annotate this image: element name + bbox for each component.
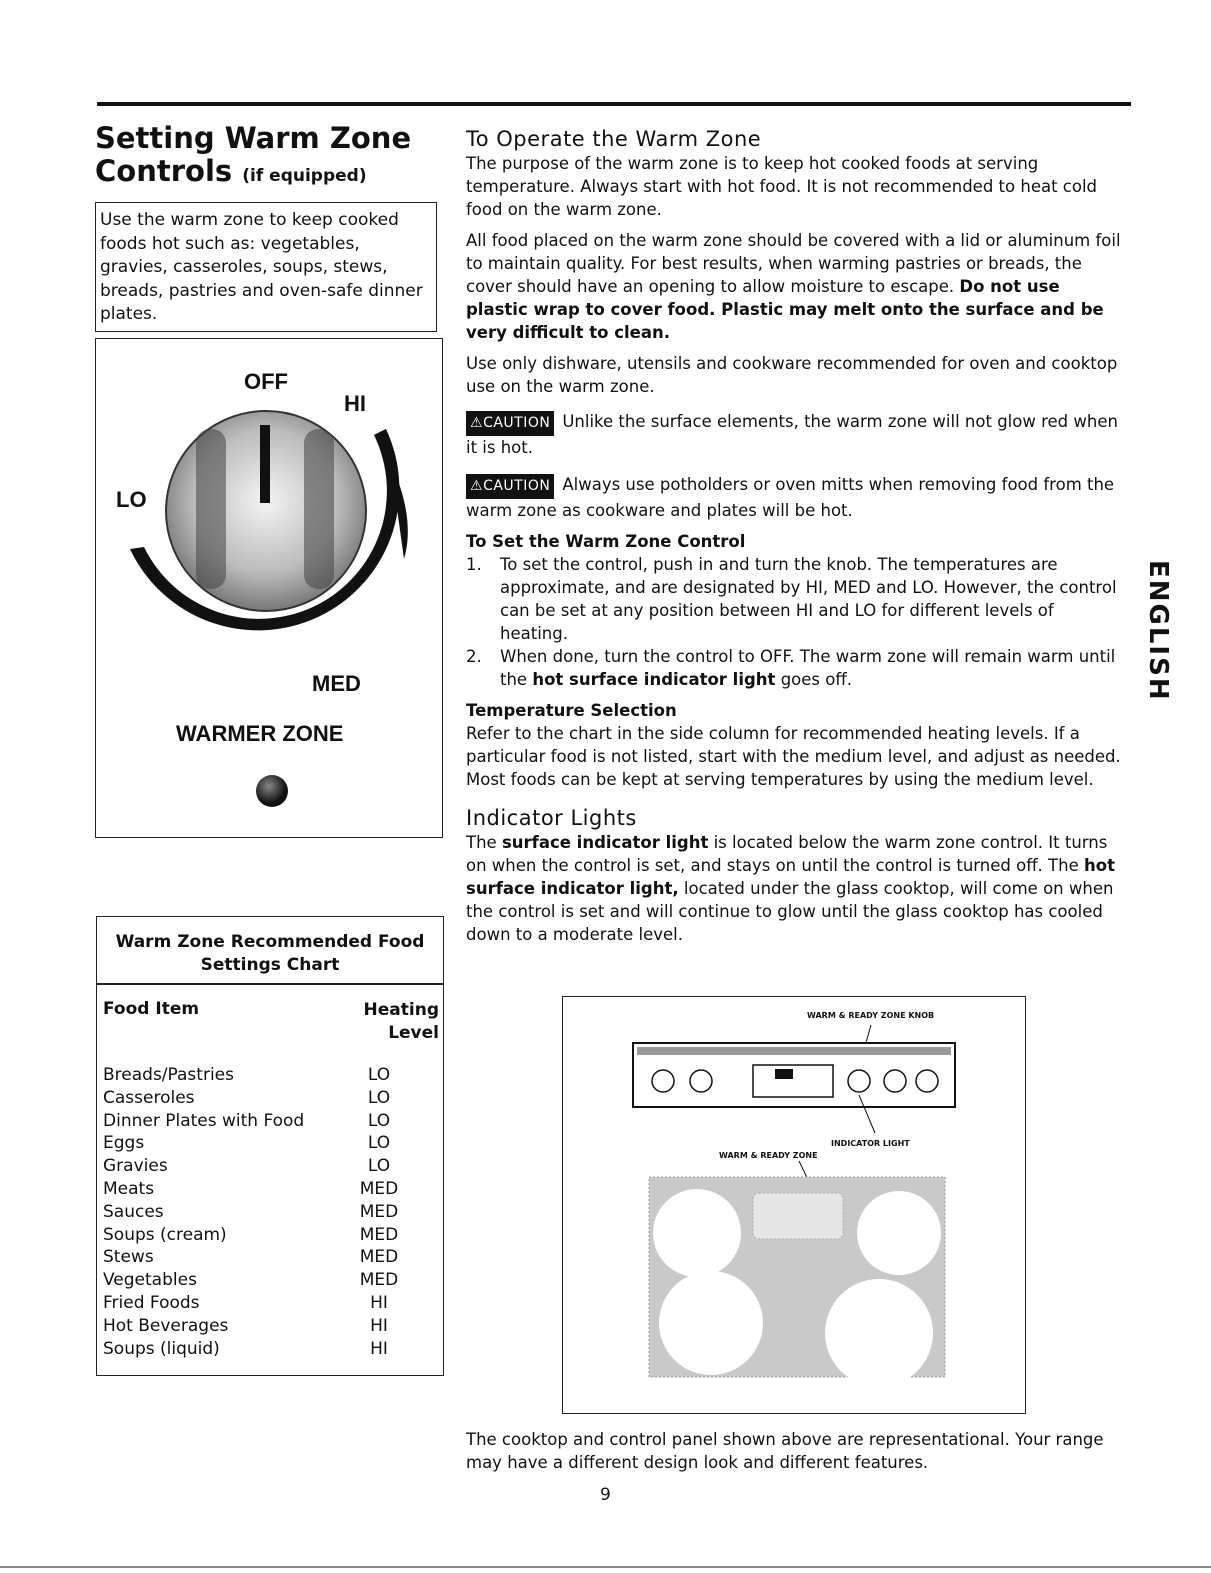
food-item-cell: Dinner Plates with Food (103, 1110, 305, 1131)
knob-dial-icon (116, 409, 416, 679)
food-item-cell: Hot Beverages (103, 1315, 229, 1336)
heating-level-cell: MED (359, 1201, 399, 1222)
caution-badge: ⚠CAUTION (466, 411, 554, 436)
heating-level-cell: MED (359, 1270, 399, 1291)
food-item-cell: Breads/Pastries (103, 1065, 234, 1085)
heating-level-cell: LO (367, 1087, 391, 1108)
settings-chart (96, 916, 444, 1376)
food-item-cell: Casseroles (103, 1087, 195, 1108)
table-row (103, 1270, 437, 1293)
cooktop-diagram-icon (623, 1023, 963, 1393)
step-2: 2. When done, turn the control to OFF. The warm zone will remain warm until the hot surface indicator light goes off. (466, 647, 1116, 689)
knob-label-med: MED (312, 671, 361, 696)
knob-label-off: OFF (244, 369, 288, 394)
food-item-cell: Fried Foods (103, 1293, 200, 1313)
set-heading: To Set the Warm Zone Control (466, 532, 746, 551)
heating-level-cell: MED (359, 1247, 399, 1268)
intro-text: Use the warm zone to keep cooked foods hot such as: vegetables, gravies, casseroles, soups, stews, breads, pastries and oven-safe dinner plates. (100, 210, 423, 324)
fig-label-knob: WARM & READY ZONE KNOB (807, 1011, 935, 1020)
table-row (103, 1088, 437, 1111)
table-row (103, 1316, 437, 1339)
step-1: 1. To set the control, push in and turn the knob. The temperatures are approximate, and are designated by HI, MED and LO. However, the control can be set at any position between HI and LO for different levels of heating. (466, 555, 1117, 643)
food-item-cell: Stews (103, 1247, 154, 1268)
table-row (103, 1111, 437, 1134)
indicator-light-icon (256, 775, 288, 807)
fig-label-zone: WARM & READY ZONE (719, 1151, 818, 1160)
knob-illustration-box (95, 338, 443, 838)
table-row (103, 1247, 437, 1270)
caution-badge: ⚠CAUTION (466, 474, 554, 499)
knob-label-lo: LO (116, 487, 147, 512)
caution-text-1: Unlike the surface elements, the warm zone will not glow red when it is hot. (466, 412, 1118, 457)
operate-paragraph-1: The purpose of the warm zone is to keep hot cooked foods at serving temperature. Always start with hot food. It is not recommended to heat cold food on the warm zone. (466, 154, 1098, 219)
table-row (103, 1339, 437, 1362)
fig-label-indicator: INDICATOR LIGHT (831, 1139, 910, 1148)
chart-divider (97, 983, 443, 985)
food-item-cell: Meats (103, 1179, 155, 1199)
col-header-heating-level: Heating Level (363, 1000, 439, 1043)
operate-paragraph-3: Use only dishware, utensils and cookware recommended for oven and cooktop use on the warm zone. (466, 354, 1118, 396)
heating-level-cell: HI (370, 1315, 388, 1336)
food-item-cell: Gravies (103, 1156, 168, 1177)
page-number: 9 (600, 1485, 611, 1505)
heating-level-cell: LO (367, 1065, 391, 1085)
top-rule (97, 102, 1131, 106)
table-row (103, 1179, 437, 1202)
heating-level-cell: MED (359, 1179, 399, 1199)
temperature-paragraph: Refer to the chart in the side column for recommended heating levels. If a particular food is not listed, start with the medium level, and adjust as needed. Most foods can be kept at serving temperatures by using the medium level. (466, 724, 1121, 789)
figure-caption: The cooktop and control panel shown above are representational. Your range may have a different design look and different features. (466, 1430, 1104, 1472)
food-item-cell: Sauces (103, 1201, 164, 1222)
table-row (103, 1225, 437, 1248)
title-suffix: (if equipped) (242, 166, 367, 186)
heating-level-cell: MED (359, 1224, 399, 1245)
page-title (95, 122, 445, 193)
plastic-warning: Do not use plastic wrap to cover food. Plastic may melt onto the surface and be very difficult to clean. (466, 277, 1104, 342)
food-item-cell: Vegetables (103, 1270, 197, 1291)
heating-level-cell: HI (370, 1338, 388, 1359)
table-row (103, 1065, 437, 1088)
title-line2: Controls (95, 154, 233, 188)
temperature-heading: Temperature Selection (466, 701, 677, 720)
operate-heading: To Operate the Warm Zone (466, 127, 762, 151)
bottom-rule (0, 1566, 1211, 1568)
heating-level-cell: LO (367, 1133, 391, 1154)
caution-text-2: Always use potholders or oven mitts when removing food from the warm zone as cookware and plates will be hot. (466, 475, 1115, 520)
heating-level-cell: LO (367, 1156, 391, 1177)
intro-box (95, 202, 437, 332)
table-row (103, 1202, 437, 1225)
table-row (103, 1133, 437, 1156)
set-steps (466, 553, 1126, 691)
title-line1: Setting Warm Zone (95, 121, 412, 155)
indicator-paragraph: The surface indicator light is located below the warm zone control. It turns on when the control is set, and stays on until the control is turned off. The hot surface indicator light, located under the glass cooktop, will come on when the control is set and will continue to glow until the glass cooktop has cooled down to a moderate level. (466, 833, 1115, 944)
table-row (103, 1293, 437, 1316)
food-item-cell: Soups (cream) (103, 1224, 227, 1245)
cooktop-figure (562, 996, 1026, 1414)
operate-section (466, 126, 1126, 954)
food-item-cell: Eggs (103, 1133, 145, 1154)
food-item-cell: Soups (liquid) (103, 1338, 220, 1359)
table-row (103, 1156, 437, 1179)
col-header-food-item: Food Item (103, 999, 200, 1019)
knob-label-hi: HI (344, 391, 366, 416)
chart-title: Warm Zone Recommended Food Settings Chart (115, 932, 425, 975)
heating-level-cell: LO (367, 1110, 391, 1131)
operate-paragraph-2: All food placed on the warm zone should be covered with a lid or aluminum foil to maintain quality. For best results, when warming pastries or breads, the cover should have an opening to allow moisture to escape. (466, 231, 1121, 296)
indicator-heading: Indicator Lights (466, 806, 637, 830)
heating-level-cell: HI (370, 1293, 388, 1313)
side-language-tab: ENGLISH (1143, 560, 1173, 702)
warmer-zone-label: WARMER ZONE (176, 721, 344, 746)
